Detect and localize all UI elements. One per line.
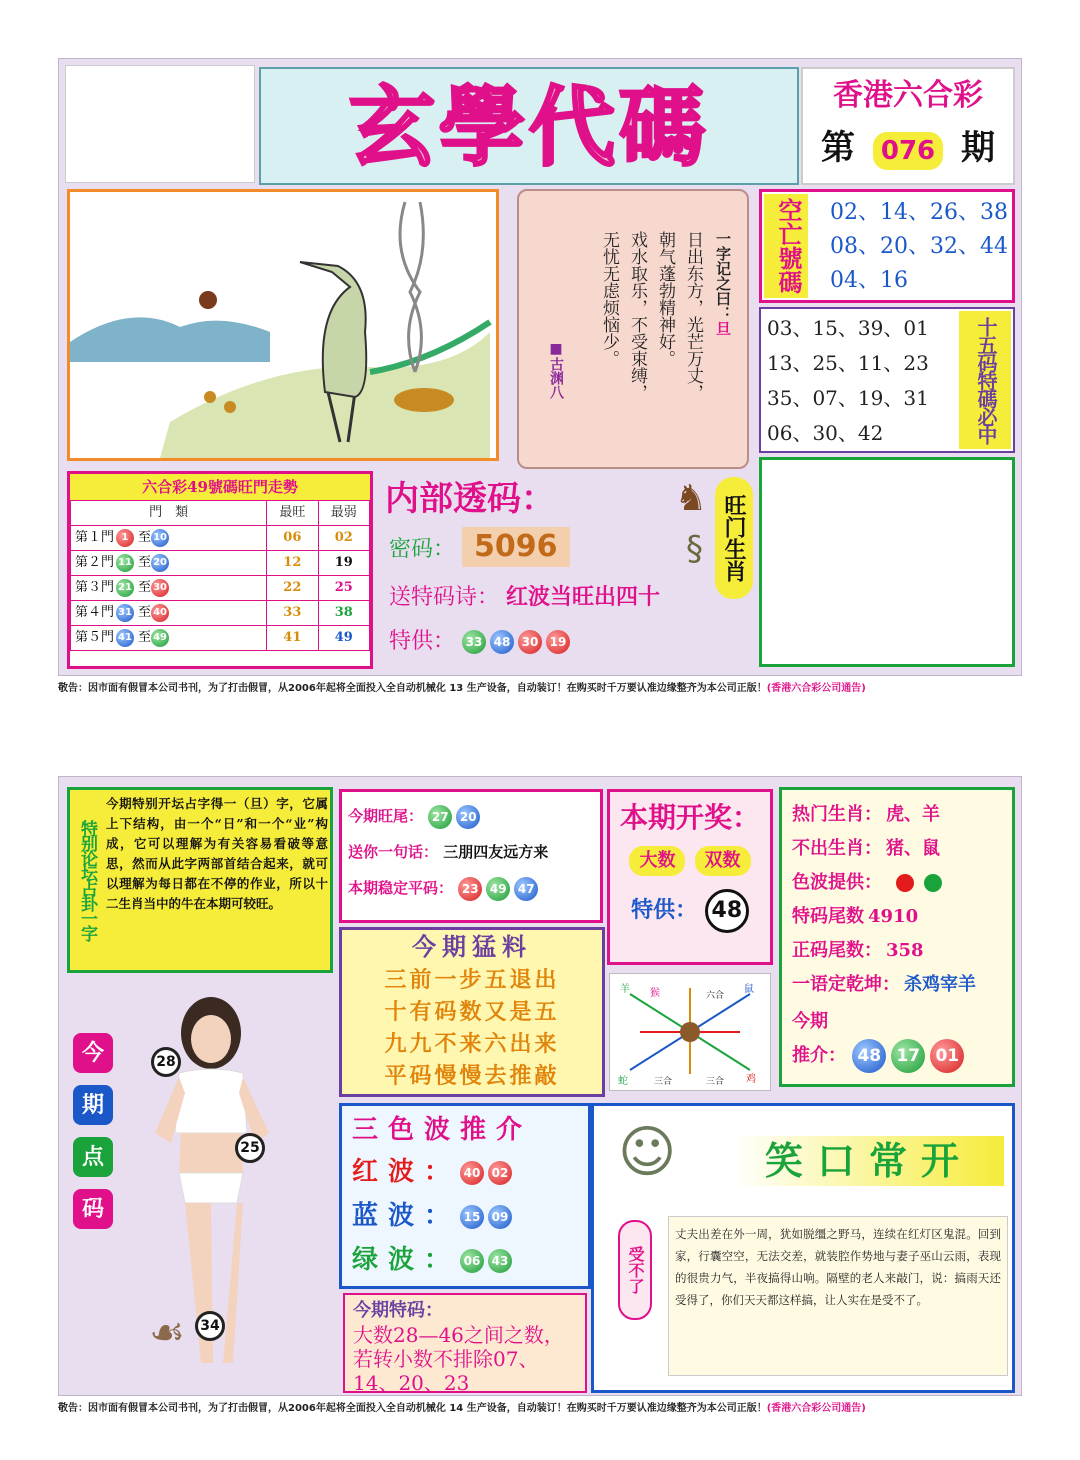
wave-row	[352, 1238, 578, 1282]
model-ball: 34	[195, 1311, 225, 1341]
special-ball: 33	[462, 630, 486, 654]
info-row	[792, 900, 1002, 934]
door-min: 19	[318, 551, 369, 576]
door-table-box	[67, 471, 373, 669]
fierce-line: 三前一步五退出	[384, 967, 560, 993]
deer-icon: ♞	[674, 478, 707, 519]
special-label: 特供：	[389, 629, 456, 654]
door-to-word: 至	[138, 555, 152, 570]
smile-title: 笑口常开	[734, 1136, 1004, 1186]
notice-suffix: (香港六合彩公司通告)	[766, 683, 866, 694]
color-dot-icon	[896, 874, 914, 892]
compass-label: 三合	[706, 1077, 725, 1087]
recommend-block	[792, 1008, 1002, 1076]
door-header: 最弱	[318, 501, 369, 526]
brand-name: 香港六合彩	[833, 78, 983, 113]
door-range	[71, 526, 267, 551]
send-poem-line	[389, 577, 660, 618]
poem-heading-text: 一字记之曰：	[714, 231, 732, 321]
info-label: 热门生肖：	[792, 804, 882, 825]
compass-label: 猴	[650, 988, 660, 999]
special-ball: 48	[490, 630, 514, 654]
poem-line: 无忧无虑烦恼少。	[599, 231, 619, 367]
stable-ball: 47	[514, 877, 538, 901]
death-row: 08、20、32、44	[830, 234, 1008, 259]
door-max: 06	[267, 526, 318, 551]
fierce-line: 平码慢慢去推敲	[384, 1063, 560, 1089]
dragon-icon: §	[686, 529, 703, 569]
stable-ball: 49	[486, 877, 510, 901]
poem-scroll	[517, 189, 749, 469]
door-label: 第１門	[75, 530, 115, 545]
issue-prefix: 第	[821, 128, 856, 168]
forum-box	[67, 787, 333, 973]
door-to-word: 至	[138, 530, 152, 545]
door-min: 25	[318, 576, 369, 601]
cant-stand-label: 受不了	[618, 1220, 652, 1320]
door-to-word: 至	[138, 605, 152, 620]
hot-line	[348, 798, 594, 834]
door-range	[71, 576, 267, 601]
stable-label: 本期稳定平码：	[348, 879, 454, 897]
door-min: 02	[318, 526, 369, 551]
forum-label: 特别论坛占卦一字	[77, 820, 97, 940]
phrase-label: 送你一句话：	[348, 843, 439, 861]
fifteen-numbers	[767, 311, 929, 451]
door-label: 第２門	[75, 555, 115, 570]
death-row: 04、16	[830, 268, 908, 293]
fierce-lines	[342, 964, 602, 1092]
hot-label: 今期旺尾：	[348, 807, 424, 825]
fierce-line: 九九不来六出来	[384, 1031, 560, 1057]
recommend-line	[792, 1036, 1002, 1076]
color-dot-icon	[924, 874, 942, 892]
info-value: 杀鸡宰羊	[904, 974, 976, 995]
forum-text: 今期特别开坛占字得一（旦）字，它属上下结构，由一个“日”和一个“业”构成，它可以理解为有关容易看破等意思，然而从此字两部首结合起来，就可以理解为每日都在不停的作业，所以十二生肖当中的牛在本期可较旺。	[106, 796, 328, 911]
info-value: 猪、鼠	[886, 838, 940, 859]
door-to-ball: 30	[151, 579, 169, 597]
notice-suffix: (香港六合彩公司通告)	[766, 1403, 866, 1414]
door-to-ball: 20	[151, 554, 169, 572]
special-line	[389, 625, 574, 659]
door-max: 33	[267, 601, 318, 626]
bottom-notice	[58, 1402, 1022, 1416]
door-from-ball: 41	[116, 629, 134, 647]
stable-balls	[458, 879, 542, 897]
stable-ball: 23	[458, 877, 482, 901]
inside-title: 内部透码：	[385, 479, 555, 519]
page-title: 玄學代碼	[349, 77, 709, 178]
door-max: 12	[267, 551, 318, 576]
special-code-title: 今期特码：	[353, 1300, 443, 1321]
fifteen-label: 十五码特碼必中	[959, 311, 1011, 449]
today-label-column	[73, 1033, 119, 1241]
death-row: 02、14、26、38	[830, 200, 1008, 225]
door-range	[71, 601, 267, 626]
poem-heading	[713, 231, 733, 336]
door-from-ball: 21	[116, 579, 134, 597]
phrase-value: 三朋四友远方来	[443, 843, 549, 861]
issue-line	[803, 123, 1013, 173]
info-row	[792, 798, 1002, 832]
special-ball: 19	[546, 630, 570, 654]
rabbit-icon: ☙	[149, 1310, 185, 1356]
top-sheet	[58, 58, 1022, 676]
door-max: 22	[267, 576, 318, 601]
compass-label: 羊	[620, 984, 630, 995]
notice-text: 因市面有假冒本公司书刊，为了打击假冒，从2006年起将全面投入全自动机械化 13 生产设备，自动装订！在购买时千万要认准边缘整齐为本公司正版！	[88, 683, 767, 694]
compass-label: 三合	[654, 1077, 673, 1087]
model-ball: 28	[151, 1047, 181, 1077]
info-row	[792, 866, 1002, 900]
today-char: 点	[73, 1137, 113, 1177]
poem-author: ■古渊八	[548, 341, 564, 399]
send-poem-label: 送特码诗：	[389, 585, 500, 610]
title-banner	[259, 67, 799, 185]
door-row	[71, 526, 370, 551]
right-info-box	[779, 787, 1015, 1087]
door-header: 最旺	[267, 501, 318, 526]
poem-body	[595, 231, 707, 451]
compass-label: 六合	[706, 991, 725, 1001]
recommend-label-2: 推介：	[792, 1045, 846, 1066]
joke-text: 丈夫出差在外一周，犹如脱缰之野马，连续在红灯区鬼混。回到家，行囊空空，无法交差，就装腔作势地与妻子巫山云雨，表现的很贵力气，半夜搞得山响。隔壁的老人来敲门，说：搞雨天还受得了，你们天天都这样搞，让人实在是受不了。	[668, 1216, 1008, 1376]
poem-line: 日出东方，光芒万丈，	[683, 231, 703, 401]
death-numbers	[830, 196, 1008, 298]
password-line	[389, 527, 570, 570]
hot-balls	[428, 807, 484, 825]
door-from-ball: 11	[116, 554, 134, 572]
door-min: 38	[318, 601, 369, 626]
blank-corner-box	[65, 65, 255, 183]
door-to-word: 至	[138, 630, 152, 645]
model-ball: 25	[235, 1133, 265, 1163]
notice-prefix: 敬告：	[58, 683, 88, 694]
fifteen-row: 13、25、11、23	[767, 351, 929, 375]
wave-ball: 09	[488, 1205, 512, 1229]
info-value: 4910	[868, 906, 919, 927]
door-range	[71, 626, 267, 651]
smile-box	[591, 1103, 1015, 1393]
wave-row	[352, 1194, 578, 1238]
door-label: 第３門	[75, 580, 115, 595]
info-row	[792, 832, 1002, 866]
door-row	[71, 626, 370, 651]
send-poem-value: 红波当旺出四十	[506, 584, 661, 610]
fierce-title: 今期猛料	[412, 932, 532, 961]
fifteen-numbers-box	[759, 307, 1015, 453]
recommend-ball: 17	[891, 1039, 925, 1073]
fierce-box	[339, 927, 605, 1097]
bottom-sheet	[58, 776, 1022, 1396]
fifteen-row: 35、07、19、31	[767, 386, 929, 410]
info-label: 一语定乾坤：	[792, 974, 900, 995]
right-info-list	[792, 798, 1002, 1002]
recommend-label-1: 今期	[792, 1011, 828, 1032]
special-balls	[462, 629, 574, 654]
recommend-ball: 48	[852, 1039, 886, 1073]
notice-prefix: 敬告：	[58, 1403, 88, 1414]
info-value: 358	[886, 940, 924, 961]
fifteen-row: 03、15、39、01	[767, 316, 929, 340]
fierce-line: 十有码数又是五	[384, 999, 560, 1025]
model-figure	[119, 973, 335, 1387]
wave-label: 绿波：	[352, 1245, 461, 1275]
three-color-title: 三色波推介	[352, 1115, 533, 1145]
stable-line	[348, 870, 594, 906]
compass-box	[609, 973, 771, 1091]
sun-icon	[199, 291, 217, 309]
draw-special-label: 特供：	[631, 897, 698, 923]
wave-list	[352, 1150, 578, 1282]
special-ball: 30	[518, 630, 542, 654]
inside-code-box	[375, 471, 753, 669]
compass-label: 蛇	[618, 1076, 628, 1087]
door-table-body	[71, 526, 370, 651]
door-header: 門 類	[71, 501, 267, 526]
info-value: 虎、羊	[886, 804, 940, 825]
draw-special	[610, 888, 770, 933]
poem-line: 朝气蓬勃精神好。	[655, 231, 675, 367]
info-label: 色波提供：	[792, 872, 882, 893]
door-header-row	[71, 501, 370, 526]
draw-tag: 大数	[629, 846, 685, 876]
fifteen-row: 06、30、42	[767, 421, 884, 445]
today-label	[73, 1033, 119, 1229]
wave-ball: 43	[488, 1249, 512, 1273]
recommend-ball: 01	[930, 1039, 964, 1073]
door-from-ball: 31	[116, 604, 134, 622]
poem-char: 旦	[714, 321, 732, 336]
door-range	[71, 551, 267, 576]
notice-text: 因市面有假冒本公司书刊，为了打击假冒，从2006年起将全面投入全自动机械化 14 生产设备，自动装订！在购买时千万要认准边缘整齐为本公司正版！	[88, 1403, 767, 1414]
door-max: 41	[267, 626, 318, 651]
issue-number: 076	[873, 132, 943, 170]
door-label: 第５門	[75, 630, 115, 645]
heron-illustration	[70, 192, 496, 458]
draw-box	[607, 789, 773, 965]
info-label: 特码尾数	[792, 906, 864, 927]
door-row	[71, 551, 370, 576]
death-label: 空亡號碼	[764, 194, 808, 298]
wave-ball: 40	[460, 1161, 484, 1185]
lucky-zodiac-label: 旺门生肖	[715, 477, 753, 599]
wave-label: 红波：	[352, 1157, 461, 1187]
door-to-word: 至	[138, 580, 152, 595]
compass-diagram	[610, 974, 770, 1090]
today-char: 期	[73, 1085, 113, 1125]
door-table-title: 六合彩49號碼旺門走勢	[70, 474, 370, 500]
password-value: 5096	[462, 527, 570, 567]
wave-label: 蓝波：	[352, 1201, 461, 1231]
issue-suffix: 期	[960, 128, 995, 168]
today-char: 码	[73, 1189, 113, 1229]
door-row	[71, 601, 370, 626]
recommend-balls	[852, 1045, 969, 1066]
hot-ball: 20	[456, 805, 480, 829]
draw-tag: 双数	[695, 846, 751, 876]
info-label: 正码尾数：	[792, 940, 882, 961]
three-color-box	[339, 1103, 591, 1289]
draw-title: 本期开奖：	[619, 801, 760, 834]
door-table	[70, 500, 370, 651]
today-char: 今	[73, 1033, 113, 1073]
door-to-ball: 49	[151, 629, 169, 647]
info-label: 不出生肖：	[792, 838, 882, 859]
blank-green-box	[759, 457, 1015, 667]
special-code-text: 大数28—46之间之数，若转小数不排除07、14、20、23	[353, 1323, 564, 1395]
compass-label: 鸡	[746, 1074, 756, 1085]
wave-ball: 02	[488, 1161, 512, 1185]
door-to-ball: 40	[151, 604, 169, 622]
info-row	[792, 934, 1002, 968]
poem-line: 戏水取乐，不受束缚，	[627, 231, 647, 401]
wave-ball: 06	[460, 1249, 484, 1273]
draw-special-number: 48	[705, 889, 749, 933]
heron-painting	[67, 189, 499, 461]
wave-ball: 15	[460, 1205, 484, 1229]
money-bag-icon: ☺	[618, 1120, 677, 1185]
top-notice	[58, 682, 1022, 696]
password-label: 密码：	[389, 537, 456, 562]
draw-tags	[610, 846, 770, 876]
hot-ball: 27	[428, 805, 452, 829]
door-to-ball: 10	[151, 529, 169, 547]
door-from-ball: 1	[116, 529, 134, 547]
door-label: 第４門	[75, 605, 115, 620]
issue-box	[801, 67, 1015, 185]
door-row	[71, 576, 370, 601]
wave-row	[352, 1150, 578, 1194]
door-min: 49	[318, 626, 369, 651]
special-code-box	[343, 1293, 587, 1393]
compass-label: 鼠	[744, 984, 754, 995]
hot-tail-box	[339, 789, 603, 923]
info-row	[792, 968, 1002, 1002]
death-numbers-box	[759, 189, 1015, 303]
phrase-line	[348, 834, 594, 870]
